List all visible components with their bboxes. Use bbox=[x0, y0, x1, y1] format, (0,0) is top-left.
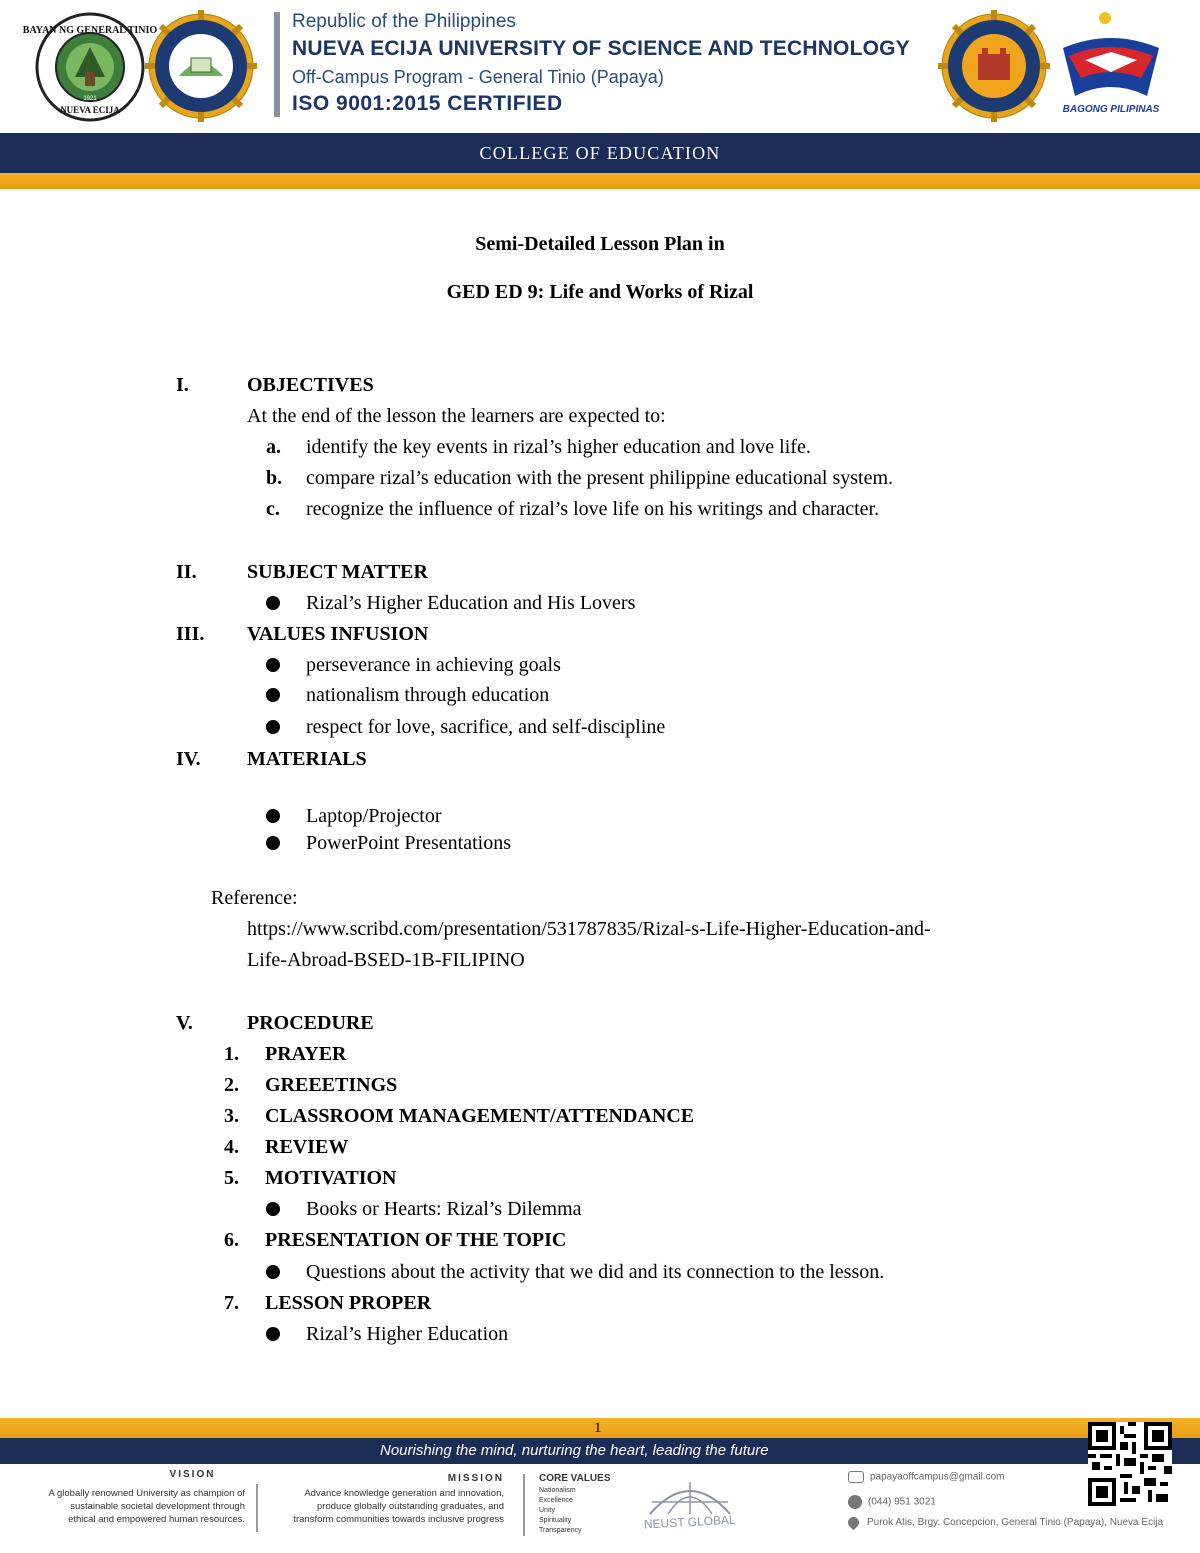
mail-icon bbox=[848, 1471, 864, 1483]
subject-item: Rizal’s Higher Education and His Lovers bbox=[306, 592, 636, 614]
objective-letter: b. bbox=[266, 467, 283, 489]
doc-title-line1: Semi-Detailed Lesson Plan in bbox=[475, 233, 725, 255]
material-item: Laptop/Projector bbox=[306, 805, 442, 827]
procedure-step-number: 2. bbox=[224, 1074, 239, 1096]
header-text-block bbox=[292, 10, 910, 118]
email-row bbox=[848, 1471, 1004, 1483]
reference-url-line2[interactable]: Life-Abroad-BSED-1B-FILIPINO bbox=[247, 949, 525, 971]
procedure-step-title: REVIEW bbox=[265, 1136, 349, 1158]
procedure-step-number: 6. bbox=[224, 1229, 239, 1251]
campus-name: Off-Campus Program - General Tinio (Papaya) bbox=[292, 67, 664, 87]
neust-global-logo bbox=[630, 1474, 750, 1532]
qr-code[interactable] bbox=[1088, 1422, 1172, 1506]
neust-global-text: NEUST GLOBAL bbox=[643, 1512, 737, 1532]
mission-line: produce globally outstanding graduates, and bbox=[317, 1501, 504, 1512]
phone-text: (044) 951 3021 bbox=[868, 1496, 936, 1508]
vision-line: sustainable societal development through bbox=[70, 1501, 245, 1512]
section-3-title: VALUES INFUSION bbox=[247, 623, 429, 645]
header-divider bbox=[274, 12, 280, 117]
page-number: 1 bbox=[594, 1420, 602, 1436]
republic-text: Republic of the Philippines bbox=[292, 11, 516, 32]
bullet-icon bbox=[266, 809, 280, 823]
objective-text: identify the key events in rizal’s higher education and love life. bbox=[306, 436, 811, 458]
value-item: perseverance in achieving goals bbox=[306, 654, 561, 676]
objectives-intro: At the end of the lesson the learners are expected to: bbox=[247, 405, 666, 427]
location-pin-icon bbox=[846, 1515, 862, 1531]
footer-divider bbox=[523, 1474, 525, 1536]
section-2-number: II. bbox=[176, 561, 197, 583]
core-values-label: CORE VALUES bbox=[539, 1473, 611, 1484]
bullet-icon bbox=[266, 688, 280, 702]
bullet-icon bbox=[266, 596, 280, 610]
mission-block bbox=[268, 1473, 504, 1526]
objective-text: compare rizal’s education with the present philippine educational system. bbox=[306, 467, 894, 489]
procedure-step-detail: Questions about the activity that we did and its connection to the lesson. bbox=[306, 1261, 885, 1283]
section-5-title: PROCEDURE bbox=[247, 1012, 374, 1034]
objective-text: recognize the influence of rizal’s love life on his writings and character. bbox=[306, 498, 880, 520]
university-name: NUEVA ECIJA UNIVERSITY OF SCIENCE AND TECHNOLOGY bbox=[292, 37, 910, 60]
core-value: Spirituality bbox=[539, 1517, 572, 1524]
seal-left-text: BAYAN NG GENERAL TINIO bbox=[22, 25, 158, 36]
bullet-icon bbox=[266, 1265, 280, 1279]
bagong-pilipinas-logo bbox=[1055, 8, 1167, 120]
procedure-step-title: GREEETINGS bbox=[265, 1074, 398, 1096]
core-value: Excellence bbox=[539, 1497, 573, 1504]
procedure-step-title: CLASSROOM MANAGEMENT/ATTENDANCE bbox=[265, 1105, 695, 1127]
phone-icon bbox=[848, 1495, 862, 1509]
value-item: respect for love, sacrifice, and self-discipline bbox=[306, 716, 666, 738]
footer-tagline: Nourishing the mind, nurturing the heart, leading the future bbox=[380, 1442, 769, 1459]
vision-line: A globally renowned University as champion of bbox=[48, 1488, 245, 1499]
email-text[interactable]: papayaoffcampus@gmail.com bbox=[870, 1471, 1005, 1483]
value-item: nationalism through education bbox=[306, 684, 550, 706]
procedure-step-detail: Rizal’s Higher Education bbox=[306, 1323, 509, 1345]
bullet-icon bbox=[266, 1327, 280, 1341]
procedure-step-detail: Books or Hearts: Rizal’s Dilemma bbox=[306, 1198, 582, 1220]
section-4-number: IV. bbox=[176, 748, 201, 770]
vision-block bbox=[30, 1469, 245, 1526]
section-1-title: OBJECTIVES bbox=[247, 374, 374, 396]
section-3-number: III. bbox=[176, 623, 205, 645]
footer-divider bbox=[256, 1484, 258, 1532]
core-value: Nationalism bbox=[539, 1487, 576, 1494]
address-text: Purok Atis, Brgy. Concepcion, General Tinio (Papaya), Nueva Ecija bbox=[867, 1517, 1164, 1529]
procedure-step-number: 7. bbox=[224, 1292, 239, 1314]
objective-letter: a. bbox=[266, 436, 281, 458]
bagong-pilipinas-text: BAGONG PILIPINAS bbox=[1062, 104, 1160, 115]
procedure-step-number: 3. bbox=[224, 1105, 239, 1127]
core-values-block bbox=[539, 1473, 629, 1536]
vision-label: VISION bbox=[169, 1469, 216, 1480]
section-1-number: I. bbox=[176, 374, 189, 396]
seal-left-bottom: NUEVA ECIJA bbox=[60, 105, 120, 115]
reference-url-line1[interactable]: https://www.scribd.com/presentation/531787835/Rizal-s-Life-Higher-Education-and- bbox=[247, 918, 931, 940]
core-value: Transparency bbox=[539, 1527, 582, 1534]
procedure-step-title: LESSON PROPER bbox=[265, 1292, 432, 1314]
section-5-number: V. bbox=[176, 1012, 193, 1034]
iso-certification: ISO 9001:2015 CERTIFIED bbox=[292, 92, 563, 115]
procedure-step-number: 1. bbox=[224, 1043, 239, 1065]
college-seal-logo bbox=[938, 10, 1050, 122]
mission-label: MISSION bbox=[447, 1473, 504, 1484]
municipal-seal-logo bbox=[22, 12, 158, 122]
procedure-step-number: 5. bbox=[224, 1167, 239, 1189]
reference-label: Reference: bbox=[211, 887, 298, 909]
procedure-step-title: PRAYER bbox=[265, 1043, 347, 1065]
college-title: COLLEGE OF EDUCATION bbox=[479, 143, 721, 163]
bullet-icon bbox=[266, 1202, 280, 1216]
material-item: PowerPoint Presentations bbox=[306, 832, 511, 854]
neust-campus-seal-logo bbox=[145, 10, 257, 122]
bullet-icon bbox=[266, 658, 280, 672]
seal-left-year: 1921 bbox=[83, 96, 97, 102]
vision-line: ethical and empowered human resources. bbox=[68, 1514, 245, 1525]
address-row bbox=[848, 1517, 1163, 1528]
mission-line: transform communities towards inclusive progress bbox=[293, 1514, 504, 1525]
section-2-title: SUBJECT MATTER bbox=[247, 561, 428, 583]
college-band-accent bbox=[0, 173, 1200, 189]
section-4-title: MATERIALS bbox=[247, 748, 367, 770]
procedure-step-title: MOTIVATION bbox=[265, 1167, 397, 1189]
phone-row bbox=[848, 1495, 936, 1509]
bullet-icon bbox=[266, 836, 280, 850]
mission-line: Advance knowledge generation and innovation, bbox=[304, 1488, 504, 1499]
procedure-step-number: 4. bbox=[224, 1136, 239, 1158]
core-value: Unity bbox=[539, 1507, 555, 1514]
doc-title-line2: GED ED 9: Life and Works of Rizal bbox=[446, 281, 754, 303]
bullet-icon bbox=[266, 720, 280, 734]
objective-letter: c. bbox=[266, 498, 280, 520]
procedure-step-title: PRESENTATION OF THE TOPIC bbox=[265, 1229, 567, 1251]
